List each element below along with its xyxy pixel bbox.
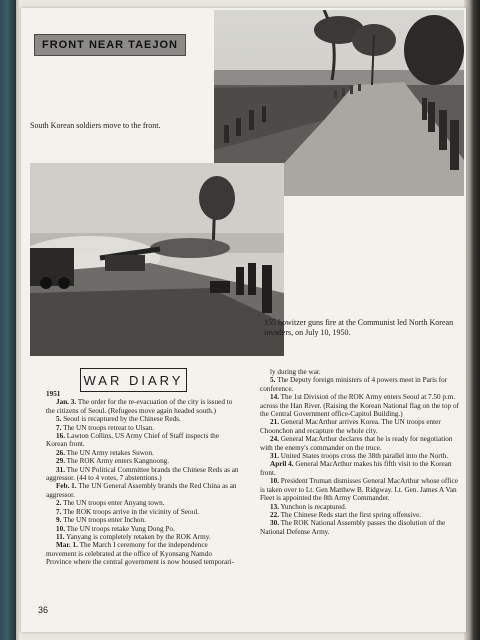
diary-entry-date: 7. [56, 507, 62, 516]
diary-entry-date: Jan. 3. [56, 398, 77, 407]
diary-entry [46, 449, 239, 457]
diary-entry-text: General MacArthur declares that he is ready for negotiation with the enemy's commander on the truce. [260, 435, 453, 452]
diary-entry [46, 415, 239, 423]
diary-entry [46, 508, 239, 516]
diary-entry-text: The UN General Assembly brands the Red China as an aggressor. [46, 482, 237, 499]
diary-column-left [46, 390, 239, 567]
diary-entry [260, 511, 459, 519]
war-diary-heading: WAR DIARY [83, 372, 184, 388]
diary-entry-text: The UN Political Committee brands the Chinese Reds as an aggressor. (44 to 4 votes, 7 abstentions.) [46, 465, 239, 483]
diary-column-right [260, 368, 459, 536]
howitzer-photo [30, 163, 284, 356]
diary-entry [46, 424, 239, 432]
diary-entry [260, 368, 459, 376]
diary-entry-date: 29. [56, 457, 65, 466]
diary-entry [260, 477, 459, 502]
diary-entry-text: General MacArthur arrives Korea. The UN troops enter Choonchon and recapture the whole city. [260, 418, 441, 435]
book-pages-right [464, 0, 480, 640]
diary-year: 1951 [46, 390, 61, 398]
diary-entry-text: General MacArthur makes his fifth visit to the Korean front. [260, 460, 452, 477]
diary-entry-date: 31. [270, 452, 279, 461]
diary-entry [46, 499, 239, 507]
diary-entry [46, 432, 239, 449]
diary-entry-text: The ROK troops arrive in the vicinity of Seoul. [63, 507, 200, 516]
diary-entry-text: Yunchon is recaptured. [280, 502, 347, 511]
diary-entry-date: Mar. 1. [56, 541, 78, 550]
diary-entry [260, 519, 459, 536]
diary-entry [260, 503, 459, 511]
diary-entry-date: 5. [56, 415, 62, 424]
diary-entry-date: 9. [56, 516, 62, 525]
page-number: 36 [38, 605, 49, 615]
diary-entry-date: 11. [56, 532, 65, 541]
diary-entry-date: 24. [270, 435, 279, 444]
diary-entry-text: The Chinese Reds start the first spring offensive. [280, 510, 422, 519]
diary-entry [260, 393, 459, 418]
diary-entry-date: 22. [270, 510, 279, 519]
diary-entry [260, 376, 459, 393]
diary-entry-date: 5. [270, 376, 276, 385]
diary-entry [46, 541, 239, 566]
diary-entry-text: United States troops cross the 38th parallel into the North. [280, 452, 449, 461]
diary-entry-text: The ROK Army enters Kangnoong. [66, 457, 170, 466]
diary-entry [260, 460, 459, 477]
diary-entry-date: 10. [270, 477, 279, 486]
diary-entry-date: 10. [56, 524, 65, 533]
diary-entry-text: The UN troops retreat to Ulsan. [63, 423, 155, 432]
diary-entry-text: The March I ceremony for the independence movement is celebrated at the office of Kyonsang Namdo Province where the central government is now housed temporari- [46, 541, 235, 567]
diary-entry-text: The UN troops enter Anyang town. [63, 499, 165, 508]
diary-entry [46, 466, 239, 483]
diary-entry-date: 7. [56, 423, 62, 432]
diary-entry-date: 26. [56, 448, 65, 457]
diary-entry-text: The ROK National Assembly passes the disolution of the National Defense Army. [260, 519, 446, 536]
diary-entry-date: 21. [270, 418, 279, 427]
diary-entry-text: The 1st Division of the ROK Army enters Seoul at 7.50 p.m. across the Han River. (Raising the Korean National flag on the top of the Central Government office-Capitol Building.) [260, 393, 459, 419]
diary-entry-text: The order for the re-evacuation of the city is issued to the citizens of Seoul. (Refugees move again headed south.) [46, 398, 233, 415]
diary-entry-text: The UN troops enter Inchon. [63, 516, 146, 525]
page-title-box [34, 34, 186, 56]
diary-entry-date: 16. [56, 432, 65, 441]
diary-entry-text: The UN Army retakes Suwon. [66, 448, 154, 457]
diary-entry [46, 533, 239, 541]
diary-entry-date: 13. [270, 502, 279, 511]
road-photo-caption: South Korean soldiers move to the front. [30, 121, 161, 130]
page-title: FRONT NEAR TAEJON [42, 39, 178, 51]
diary-entry-date: April 4. [270, 460, 294, 469]
diary-entry-date: 14. [270, 393, 279, 402]
diary-entry-date: 2. [56, 499, 62, 508]
diary-entry-text: The Deputy foreign ministers of 4 powers meet in Paris for conference. [260, 376, 448, 393]
war-diary-heading-box [80, 368, 187, 392]
diary-entry [46, 482, 239, 499]
diary-entry-date: Feb. 1. [56, 482, 77, 491]
diary-entry-date: 30. [270, 519, 279, 528]
diary-entry [46, 516, 239, 524]
diary-entry-text: The UN troops retake Yung Dong Po. [66, 524, 175, 533]
diary-entry-text: Seoul is recaptured by the Chinese Reds. [63, 415, 181, 424]
diary-entries-left [46, 398, 239, 566]
diary-entry [260, 435, 459, 452]
diary-entry-text: President Truman dismisses General MacArthur whose office is taken over to Lt. Gen Matthew B. Ridgway. Lt. Gen. James A Van Fleet is appointed the 8th Army Commander. [260, 477, 458, 503]
book-cover-left [0, 0, 16, 640]
diary-entry-text: Yanyang is completely retaken by the ROK Army. [66, 532, 211, 541]
diary-entry-date: 31. [56, 465, 65, 474]
diary-entry [46, 525, 239, 533]
diary-entry [260, 418, 459, 435]
howitzer-photo-caption: 155 howitzer guns fire at the Communist led North Korean invaders, on July 10, 1950. [264, 318, 454, 337]
diary-entry [46, 457, 239, 465]
diary-entry [260, 452, 459, 460]
diary-entry-text: ly during the war. [270, 368, 321, 376]
diary-entry-text: Lawton Collins, US Army Chief of Staff inspects the Korean front. [46, 432, 219, 449]
diary-entry [46, 398, 239, 415]
diary-entries-right [260, 368, 459, 536]
